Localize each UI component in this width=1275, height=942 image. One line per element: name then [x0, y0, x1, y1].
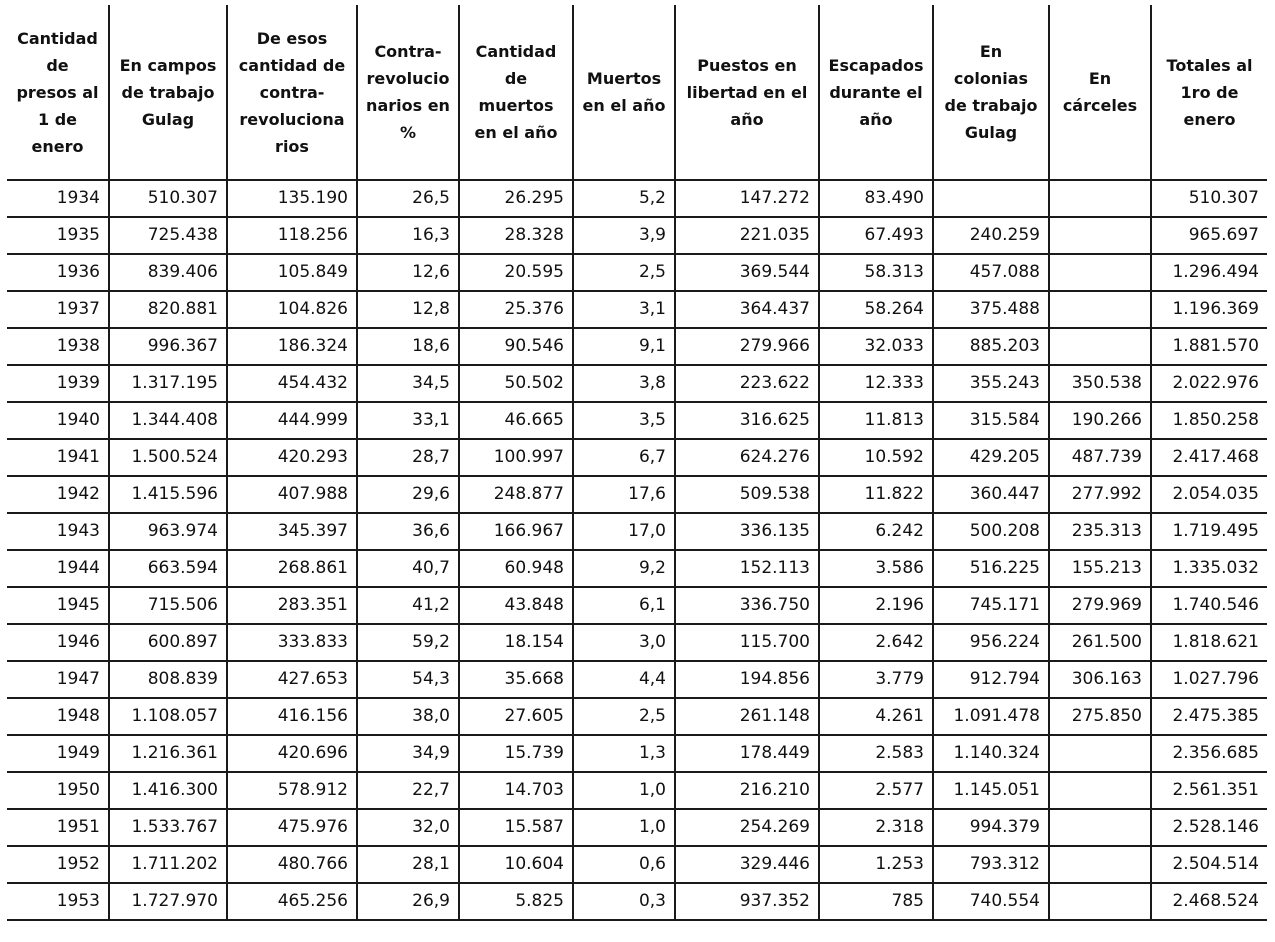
- cell-counterrevolutionaries: 420.696: [227, 735, 357, 772]
- header-line: 1 de: [37, 109, 77, 129]
- cell-gulag-colonies: 956.224: [933, 624, 1049, 661]
- cell-counterrevolutionaries: 427.653: [227, 661, 357, 698]
- cell-released: 336.750: [675, 587, 819, 624]
- cell-counterrevolutionaries-percent: 26,5: [357, 180, 459, 217]
- cell-totals-jan1: 965.697: [1151, 217, 1267, 254]
- cell-deaths-percent: 3,1: [573, 291, 675, 328]
- cell-prisoners-jan1: 1952: [7, 846, 109, 883]
- cell-prisoners-jan1: 1951: [7, 809, 109, 846]
- cell-counterrevolutionaries: 118.256: [227, 217, 357, 254]
- cell-escaped: 32.033: [819, 328, 933, 365]
- cell-gulag-colonies: 516.225: [933, 550, 1049, 587]
- cell-prisons: 350.538: [1049, 365, 1151, 402]
- cell-deaths-count: 15.587: [459, 809, 573, 846]
- cell-prisoners-jan1: 1939: [7, 365, 109, 402]
- header-line: Cantidad: [17, 28, 98, 48]
- cell-gulag-camps: 1.216.361: [109, 735, 227, 772]
- cell-escaped: 3.779: [819, 661, 933, 698]
- cell-released: 216.210: [675, 772, 819, 809]
- cell-gulag-camps: 996.367: [109, 328, 227, 365]
- header-line: Gulag: [964, 123, 1018, 142]
- cell-prisons: [1049, 809, 1151, 846]
- cell-counterrevolutionaries-percent: 34,5: [357, 365, 459, 402]
- column-header-escaped: [819, 5, 933, 180]
- table-row: [7, 661, 1267, 698]
- column-header-deaths-count: [459, 5, 573, 180]
- table-row: [7, 402, 1267, 439]
- cell-deaths-count: 20.595: [459, 254, 573, 291]
- header-line: de trabajo: [121, 82, 215, 102]
- cell-deaths-percent: 5,2: [573, 180, 675, 217]
- table-row: [7, 883, 1267, 920]
- cell-prisoners-jan1: 1944: [7, 550, 109, 587]
- cell-deaths-count: 14.703: [459, 772, 573, 809]
- cell-released: 223.622: [675, 365, 819, 402]
- cell-released: 369.544: [675, 254, 819, 291]
- header-line: revolucio: [366, 69, 450, 88]
- cell-released: 316.625: [675, 402, 819, 439]
- cell-gulag-camps: 1.415.596: [109, 476, 227, 513]
- cell-gulag-camps: 1.533.767: [109, 809, 227, 846]
- table-row: [7, 217, 1267, 254]
- cell-gulag-colonies: 429.205: [933, 439, 1049, 476]
- cell-released: 221.035: [675, 217, 819, 254]
- cell-escaped: 6.242: [819, 513, 933, 550]
- cell-escaped: 2.318: [819, 809, 933, 846]
- column-header-deaths-percent: [573, 5, 675, 180]
- cell-counterrevolutionaries-percent: 26,9: [357, 883, 459, 920]
- cell-released: 147.272: [675, 180, 819, 217]
- cell-counterrevolutionaries: 268.861: [227, 550, 357, 587]
- header-line: Totales al: [1166, 55, 1253, 75]
- cell-counterrevolutionaries-percent: 41,2: [357, 587, 459, 624]
- column-header-counterrevolutionaries: [227, 5, 357, 180]
- table-row: [7, 476, 1267, 513]
- cell-counterrevolutionaries-percent: 40,7: [357, 550, 459, 587]
- table-header: [7, 5, 1267, 180]
- cell-counterrevolutionaries-percent: 22,7: [357, 772, 459, 809]
- cell-counterrevolutionaries-percent: 28,7: [357, 439, 459, 476]
- header-line: año: [859, 109, 893, 129]
- cell-prisoners-jan1: 1950: [7, 772, 109, 809]
- cell-counterrevolutionaries: 186.324: [227, 328, 357, 365]
- cell-deaths-percent: 4,4: [573, 661, 675, 698]
- column-header-gulag-camps: [109, 5, 227, 180]
- cell-gulag-colonies: 240.259: [933, 217, 1049, 254]
- cell-deaths-count: 15.739: [459, 735, 573, 772]
- cell-counterrevolutionaries: 105.849: [227, 254, 357, 291]
- header-line: cantidad de: [238, 55, 346, 75]
- cell-prisons: 277.992: [1049, 476, 1151, 513]
- cell-deaths-percent: 3,5: [573, 402, 675, 439]
- cell-prisoners-jan1: 1943: [7, 513, 109, 550]
- cell-prisons: [1049, 846, 1151, 883]
- cell-deaths-percent: 2,5: [573, 698, 675, 735]
- table-row: [7, 513, 1267, 550]
- cell-counterrevolutionaries-percent: 33,1: [357, 402, 459, 439]
- cell-gulag-colonies: 885.203: [933, 328, 1049, 365]
- cell-gulag-camps: 510.307: [109, 180, 227, 217]
- cell-counterrevolutionaries-percent: 16,3: [357, 217, 459, 254]
- cell-escaped: 2.577: [819, 772, 933, 809]
- cell-gulag-colonies: [933, 180, 1049, 217]
- cell-prisoners-jan1: 1937: [7, 291, 109, 328]
- cell-escaped: 3.586: [819, 550, 933, 587]
- cell-counterrevolutionaries-percent: 34,9: [357, 735, 459, 772]
- cell-counterrevolutionaries-percent: 12,8: [357, 291, 459, 328]
- header-row: [7, 5, 1267, 180]
- column-header-released: [675, 5, 819, 180]
- cell-deaths-count: 50.502: [459, 365, 573, 402]
- cell-deaths-count: 46.665: [459, 402, 573, 439]
- header-line: En campos: [119, 55, 217, 75]
- cell-released: 178.449: [675, 735, 819, 772]
- cell-escaped: 10.592: [819, 439, 933, 476]
- cell-escaped: 58.313: [819, 254, 933, 291]
- cell-prisons: [1049, 883, 1151, 920]
- cell-prisoners-jan1: 1942: [7, 476, 109, 513]
- cell-gulag-camps: 1.500.524: [109, 439, 227, 476]
- cell-totals-jan1: 1.881.570: [1151, 328, 1267, 365]
- cell-gulag-colonies: 375.488: [933, 291, 1049, 328]
- table-body: [7, 180, 1267, 920]
- cell-counterrevolutionaries-percent: 18,6: [357, 328, 459, 365]
- header-line: Gulag: [141, 109, 195, 129]
- cell-prisons: 190.266: [1049, 402, 1151, 439]
- header-line: enero: [1183, 109, 1236, 129]
- table-row: [7, 735, 1267, 772]
- cell-prisons: [1049, 180, 1151, 217]
- cell-prisoners-jan1: 1953: [7, 883, 109, 920]
- cell-gulag-camps: 820.881: [109, 291, 227, 328]
- cell-escaped: 2.583: [819, 735, 933, 772]
- cell-prisons: [1049, 291, 1151, 328]
- cell-gulag-camps: 1.317.195: [109, 365, 227, 402]
- cell-totals-jan1: 1.818.621: [1151, 624, 1267, 661]
- cell-released: 152.113: [675, 550, 819, 587]
- header-line: De esos: [256, 28, 328, 48]
- cell-deaths-count: 100.997: [459, 439, 573, 476]
- header-line: de: [46, 55, 69, 75]
- header-line: Escapados: [828, 55, 924, 75]
- header-line: presos al: [16, 82, 99, 102]
- cell-totals-jan1: 1.296.494: [1151, 254, 1267, 291]
- cell-gulag-colonies: 457.088: [933, 254, 1049, 291]
- cell-gulag-camps: 1.108.057: [109, 698, 227, 735]
- cell-gulag-camps: 663.594: [109, 550, 227, 587]
- gulag-statistics-table-wrapper: [7, 5, 1267, 921]
- header-line: en el año: [474, 123, 558, 142]
- cell-counterrevolutionaries: 345.397: [227, 513, 357, 550]
- header-line: muertos: [478, 96, 554, 115]
- header-line: cárceles: [1062, 96, 1138, 115]
- cell-gulag-colonies: 315.584: [933, 402, 1049, 439]
- table-row: [7, 254, 1267, 291]
- cell-counterrevolutionaries: 420.293: [227, 439, 357, 476]
- cell-deaths-count: 166.967: [459, 513, 573, 550]
- cell-counterrevolutionaries: 407.988: [227, 476, 357, 513]
- cell-deaths-percent: 1,3: [573, 735, 675, 772]
- cell-counterrevolutionaries: 135.190: [227, 180, 357, 217]
- cell-deaths-percent: 17,6: [573, 476, 675, 513]
- header-line: libertad en el: [686, 82, 808, 102]
- cell-deaths-percent: 6,1: [573, 587, 675, 624]
- table-row: [7, 698, 1267, 735]
- cell-counterrevolutionaries: 465.256: [227, 883, 357, 920]
- cell-gulag-colonies: 1.140.324: [933, 735, 1049, 772]
- cell-gulag-colonies: 1.145.051: [933, 772, 1049, 809]
- cell-gulag-camps: 1.727.970: [109, 883, 227, 920]
- cell-prisons: [1049, 735, 1151, 772]
- header-line: 1ro de: [1180, 82, 1239, 102]
- cell-released: 279.966: [675, 328, 819, 365]
- cell-released: 261.148: [675, 698, 819, 735]
- cell-escaped: 11.822: [819, 476, 933, 513]
- cell-released: 329.446: [675, 846, 819, 883]
- cell-released: 254.269: [675, 809, 819, 846]
- cell-prisons: [1049, 328, 1151, 365]
- cell-deaths-count: 18.154: [459, 624, 573, 661]
- table-row: [7, 809, 1267, 846]
- cell-escaped: 2.642: [819, 624, 933, 661]
- column-header-counterrevolutionaries-percent: [357, 5, 459, 180]
- cell-counterrevolutionaries-percent: 32,0: [357, 809, 459, 846]
- cell-escaped: 11.813: [819, 402, 933, 439]
- cell-escaped: 58.264: [819, 291, 933, 328]
- cell-deaths-percent: 9,2: [573, 550, 675, 587]
- header-line: En: [1088, 69, 1112, 88]
- table-row: [7, 365, 1267, 402]
- cell-deaths-percent: 3,9: [573, 217, 675, 254]
- cell-prisons: 235.313: [1049, 513, 1151, 550]
- cell-totals-jan1: 1.027.796: [1151, 661, 1267, 698]
- cell-prisoners-jan1: 1940: [7, 402, 109, 439]
- column-header-prisons: [1049, 5, 1151, 180]
- cell-gulag-camps: 725.438: [109, 217, 227, 254]
- cell-released: 937.352: [675, 883, 819, 920]
- header-line: revoluciona: [239, 109, 345, 129]
- header-line: en el año: [582, 96, 666, 115]
- cell-prisons: 261.500: [1049, 624, 1151, 661]
- header-line: contra-: [259, 82, 325, 102]
- cell-escaped: 67.493: [819, 217, 933, 254]
- cell-deaths-percent: 1,0: [573, 809, 675, 846]
- cell-gulag-colonies: 740.554: [933, 883, 1049, 920]
- cell-escaped: 4.261: [819, 698, 933, 735]
- cell-released: 194.856: [675, 661, 819, 698]
- cell-gulag-colonies: 793.312: [933, 846, 1049, 883]
- header-line: narios en: [366, 96, 450, 115]
- cell-gulag-camps: 839.406: [109, 254, 227, 291]
- cell-gulag-colonies: 500.208: [933, 513, 1049, 550]
- cell-deaths-count: 27.605: [459, 698, 573, 735]
- cell-gulag-colonies: 360.447: [933, 476, 1049, 513]
- cell-gulag-camps: 1.344.408: [109, 402, 227, 439]
- cell-prisons: 487.739: [1049, 439, 1151, 476]
- cell-prisons: 279.969: [1049, 587, 1151, 624]
- cell-totals-jan1: 1.196.369: [1151, 291, 1267, 328]
- header-line: de trabajo: [944, 96, 1038, 115]
- cell-counterrevolutionaries-percent: 54,3: [357, 661, 459, 698]
- cell-deaths-count: 248.877: [459, 476, 573, 513]
- cell-deaths-count: 5.825: [459, 883, 573, 920]
- cell-released: 364.437: [675, 291, 819, 328]
- cell-counterrevolutionaries: 578.912: [227, 772, 357, 809]
- cell-totals-jan1: 2.022.976: [1151, 365, 1267, 402]
- cell-gulag-camps: 600.897: [109, 624, 227, 661]
- cell-gulag-camps: 963.974: [109, 513, 227, 550]
- cell-totals-jan1: 2.504.514: [1151, 846, 1267, 883]
- cell-totals-jan1: 2.475.385: [1151, 698, 1267, 735]
- cell-gulag-camps: 715.506: [109, 587, 227, 624]
- cell-deaths-count: 43.848: [459, 587, 573, 624]
- cell-totals-jan1: 2.528.146: [1151, 809, 1267, 846]
- cell-released: 624.276: [675, 439, 819, 476]
- header-line: año: [730, 109, 764, 129]
- table-row: [7, 624, 1267, 661]
- cell-escaped: 1.253: [819, 846, 933, 883]
- cell-counterrevolutionaries-percent: 36,6: [357, 513, 459, 550]
- cell-deaths-count: 35.668: [459, 661, 573, 698]
- cell-deaths-percent: 3,0: [573, 624, 675, 661]
- header-line: %: [399, 123, 417, 142]
- cell-deaths-count: 60.948: [459, 550, 573, 587]
- cell-counterrevolutionaries-percent: 59,2: [357, 624, 459, 661]
- header-line: Puestos en: [697, 55, 797, 75]
- column-header-prisoners-jan1: [7, 5, 109, 180]
- gulag-statistics-table: [7, 5, 1267, 921]
- cell-gulag-colonies: 912.794: [933, 661, 1049, 698]
- cell-deaths-percent: 9,1: [573, 328, 675, 365]
- cell-deaths-count: 28.328: [459, 217, 573, 254]
- cell-counterrevolutionaries: 480.766: [227, 846, 357, 883]
- cell-prisoners-jan1: 1934: [7, 180, 109, 217]
- cell-prisoners-jan1: 1941: [7, 439, 109, 476]
- cell-prisoners-jan1: 1945: [7, 587, 109, 624]
- cell-totals-jan1: 2.417.468: [1151, 439, 1267, 476]
- cell-prisoners-jan1: 1946: [7, 624, 109, 661]
- cell-gulag-camps: 1.711.202: [109, 846, 227, 883]
- header-line: En: [979, 42, 1003, 61]
- cell-deaths-percent: 3,8: [573, 365, 675, 402]
- cell-prisons: [1049, 217, 1151, 254]
- cell-prisons: [1049, 772, 1151, 809]
- cell-escaped: 785: [819, 883, 933, 920]
- cell-prisons: 306.163: [1049, 661, 1151, 698]
- cell-escaped: 2.196: [819, 587, 933, 624]
- cell-totals-jan1: 2.561.351: [1151, 772, 1267, 809]
- cell-deaths-count: 10.604: [459, 846, 573, 883]
- table-row: [7, 846, 1267, 883]
- cell-prisons: 275.850: [1049, 698, 1151, 735]
- table-row: [7, 587, 1267, 624]
- cell-prisoners-jan1: 1938: [7, 328, 109, 365]
- column-header-gulag-colonies: [933, 5, 1049, 180]
- cell-gulag-camps: 1.416.300: [109, 772, 227, 809]
- cell-counterrevolutionaries-percent: 38,0: [357, 698, 459, 735]
- header-line: de: [504, 69, 528, 88]
- cell-totals-jan1: 2.054.035: [1151, 476, 1267, 513]
- header-line: Cantidad: [475, 42, 557, 61]
- cell-prisons: [1049, 254, 1151, 291]
- cell-deaths-percent: 1,0: [573, 772, 675, 809]
- cell-totals-jan1: 2.356.685: [1151, 735, 1267, 772]
- table-row: [7, 328, 1267, 365]
- cell-totals-jan1: 2.468.524: [1151, 883, 1267, 920]
- cell-deaths-percent: 0,6: [573, 846, 675, 883]
- cell-counterrevolutionaries-percent: 29,6: [357, 476, 459, 513]
- header-line: colonias: [953, 69, 1029, 88]
- header-line: rios: [275, 136, 309, 156]
- cell-counterrevolutionaries: 333.833: [227, 624, 357, 661]
- cell-gulag-colonies: 1.091.478: [933, 698, 1049, 735]
- table-row: [7, 180, 1267, 217]
- cell-counterrevolutionaries: 454.432: [227, 365, 357, 402]
- header-line: Contra-: [374, 42, 442, 61]
- cell-prisoners-jan1: 1947: [7, 661, 109, 698]
- cell-released: 509.538: [675, 476, 819, 513]
- cell-prisons: 155.213: [1049, 550, 1151, 587]
- table-row: [7, 439, 1267, 476]
- header-line: Muertos: [586, 69, 662, 88]
- cell-prisoners-jan1: 1935: [7, 217, 109, 254]
- cell-prisoners-jan1: 1936: [7, 254, 109, 291]
- cell-deaths-percent: 2,5: [573, 254, 675, 291]
- cell-totals-jan1: 1.850.258: [1151, 402, 1267, 439]
- cell-counterrevolutionaries: 475.976: [227, 809, 357, 846]
- header-line: enero: [31, 136, 84, 156]
- cell-counterrevolutionaries: 104.826: [227, 291, 357, 328]
- cell-deaths-count: 26.295: [459, 180, 573, 217]
- cell-totals-jan1: 1.719.495: [1151, 513, 1267, 550]
- cell-counterrevolutionaries-percent: 28,1: [357, 846, 459, 883]
- cell-deaths-percent: 0,3: [573, 883, 675, 920]
- cell-escaped: 12.333: [819, 365, 933, 402]
- cell-gulag-colonies: 745.171: [933, 587, 1049, 624]
- cell-escaped: 83.490: [819, 180, 933, 217]
- cell-deaths-count: 25.376: [459, 291, 573, 328]
- table-row: [7, 550, 1267, 587]
- cell-deaths-percent: 17,0: [573, 513, 675, 550]
- cell-prisoners-jan1: 1949: [7, 735, 109, 772]
- cell-prisoners-jan1: 1948: [7, 698, 109, 735]
- cell-counterrevolutionaries-percent: 12,6: [357, 254, 459, 291]
- cell-counterrevolutionaries: 416.156: [227, 698, 357, 735]
- cell-gulag-colonies: 355.243: [933, 365, 1049, 402]
- table-row: [7, 772, 1267, 809]
- cell-released: 115.700: [675, 624, 819, 661]
- cell-released: 336.135: [675, 513, 819, 550]
- cell-deaths-percent: 6,7: [573, 439, 675, 476]
- table-row: [7, 291, 1267, 328]
- cell-gulag-colonies: 994.379: [933, 809, 1049, 846]
- column-header-totals-jan1: [1151, 5, 1267, 180]
- cell-gulag-camps: 808.839: [109, 661, 227, 698]
- cell-totals-jan1: 510.307: [1151, 180, 1267, 217]
- cell-counterrevolutionaries: 444.999: [227, 402, 357, 439]
- cell-totals-jan1: 1.740.546: [1151, 587, 1267, 624]
- cell-deaths-count: 90.546: [459, 328, 573, 365]
- cell-counterrevolutionaries: 283.351: [227, 587, 357, 624]
- cell-totals-jan1: 1.335.032: [1151, 550, 1267, 587]
- header-line: durante el: [829, 82, 923, 102]
